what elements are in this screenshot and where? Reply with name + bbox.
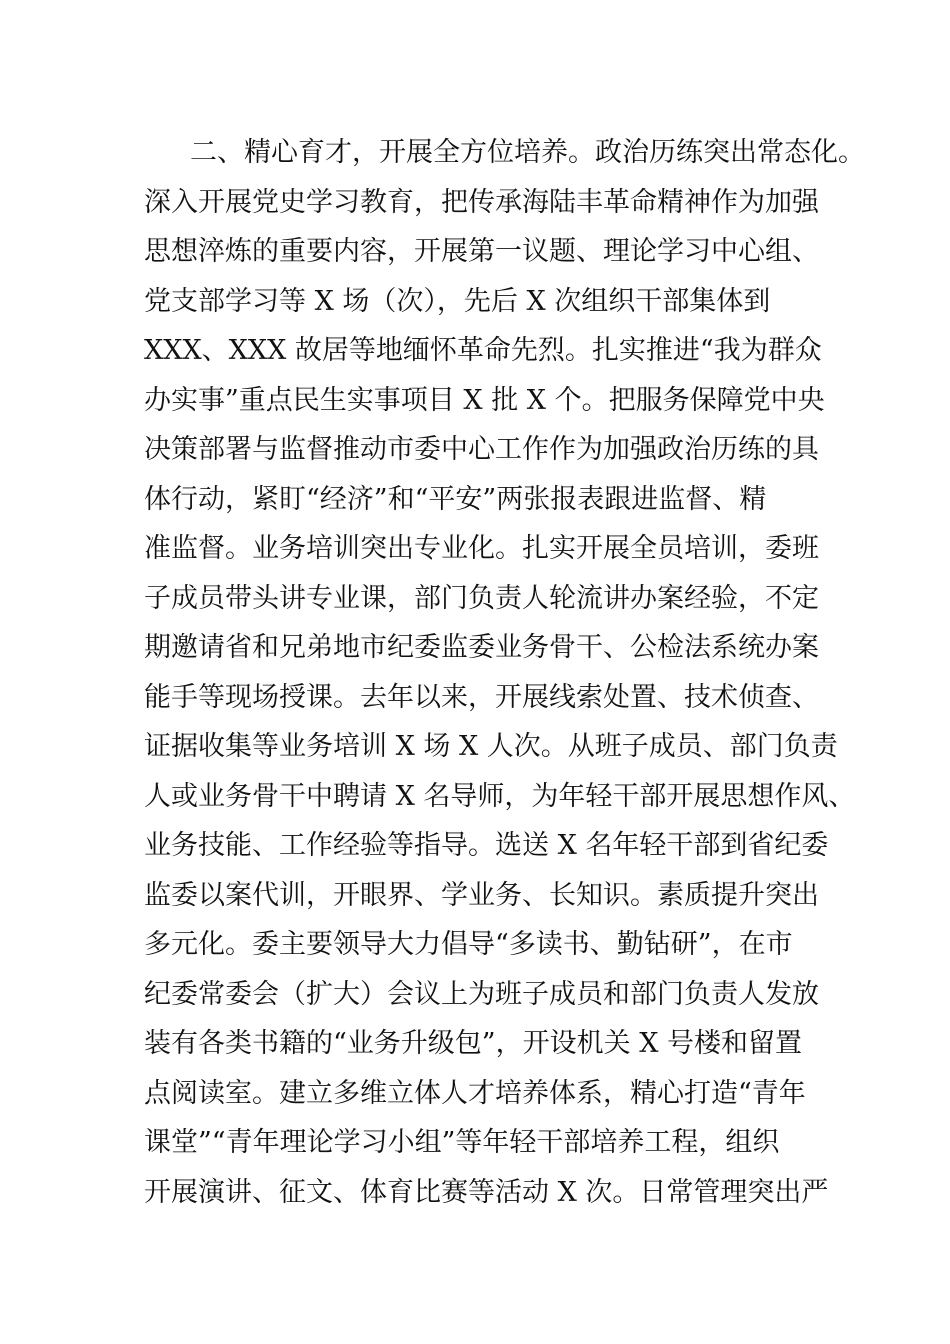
paragraph-line: 监委以案代训，开眼界、学业务、长知识。素质提升突出 [144, 879, 819, 911]
paragraph-line: 办实事”重点民生实事项目 X 批 X 个。把服务保障党中央 [144, 384, 825, 416]
body-paragraph [144, 128, 865, 1217]
paragraph-line: 纪委常委会（扩大）会议上为班子成员和部门负责人发放 [144, 978, 819, 1010]
paragraph-line: 人或业务骨干中聘请 X 名导师，为年轻干部开展思想作风、 [144, 780, 856, 812]
paragraph-line: 体行动，紧盯“经济”和“平安”两张报表跟进监督、精 [144, 483, 767, 515]
paragraph-line: 证据收集等业务培训 X 场 X 人次。从班子成员、部门负责 [144, 731, 838, 762]
paragraph-line: 子成员带头讲专业课，部门负责人轮流讲办案经验，不定 [144, 582, 819, 614]
paragraph-line: 思想淬炼的重要内容，开展第一议题、理论学习中心组、 [144, 236, 819, 267]
paragraph-line: 深入开展党史学习教育，把传承海陆丰革命精神作为加强 [144, 186, 819, 218]
paragraph-line: 二、精心育才，开展全方位培养。政治历练突出常态化。 [190, 137, 865, 168]
paragraph-line: 准监督。业务培训突出专业化。扎实开展全员培训，委班 [144, 533, 819, 564]
paragraph-line: 党支部学习等 X 场（次），先后 X 次组织干部集体到 [144, 285, 771, 317]
paragraph-line: XXX、XXX 故居等地缅怀革命先烈。扎实推进“我为群众 [144, 335, 822, 366]
paragraph-line: 开展演讲、征文、体育比赛等活动 X 次。日常管理突出严 [144, 1176, 829, 1208]
paragraph-line: 点阅读室。建立多维立体人才培养体系，精心打造“青年 [144, 1077, 806, 1109]
paragraph-line: 课堂”“青年理论学习小组”等年轻干部培养工程，组织 [144, 1127, 780, 1158]
paragraph-line: 装有各类书籍的“业务升级包”，开设机关 X 号楼和留置 [144, 1028, 802, 1059]
paragraph-line: 能手等现场授课。去年以来，开展线索处置、技术侦查、 [144, 681, 819, 713]
paragraph-line: 期邀请省和兄弟地市纪委监委业务骨干、公检法系统办案 [144, 632, 819, 663]
paragraph-line: 决策部署与监督推动市委中心工作作为加强政治历练的具 [144, 434, 819, 465]
paragraph-line: 业务技能、工作经验等指导。选送 X 名年轻干部到省纪委 [144, 830, 829, 861]
paragraph-line: 多元化。委主要领导大力倡导“多读书、勤钻研”，在市 [144, 929, 793, 960]
